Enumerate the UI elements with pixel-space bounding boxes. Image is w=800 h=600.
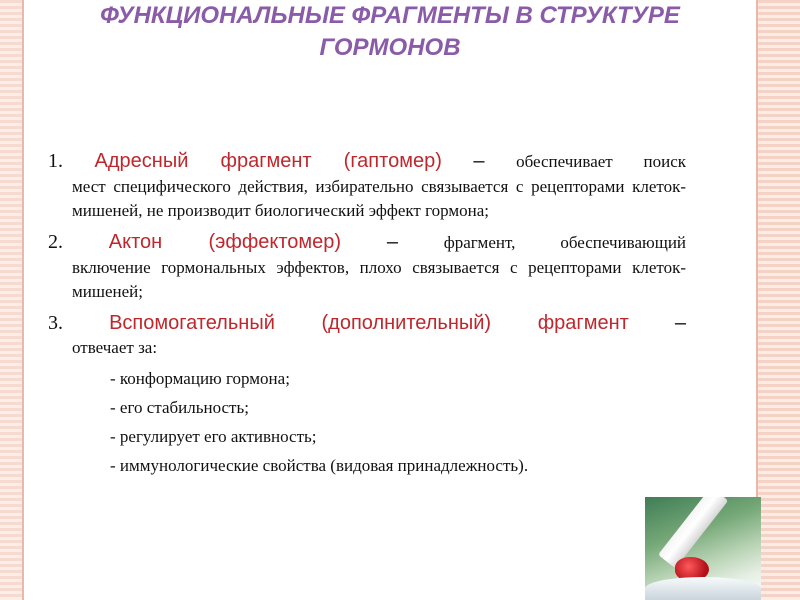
left-border-decoration: [0, 0, 22, 600]
bullet-item: - его стабильность;: [110, 398, 249, 417]
item-dash: –: [386, 231, 398, 253]
item-first-line-rest: обеспечивает поиск: [516, 152, 687, 171]
item-keyword: Адресный фрагмент (гаптомер): [94, 150, 442, 172]
item-number: 1.: [48, 150, 63, 172]
list-item-3: [48, 310, 686, 360]
list-item-1-first-line: [48, 148, 686, 175]
bullet-list: [48, 366, 686, 479]
item-continuation: включение гормональных эффектов, плохо связывается с рецепторами клеток-мишеней;: [72, 258, 686, 301]
slide-content: [48, 148, 686, 482]
right-border-decoration: [758, 0, 800, 600]
list-item-3-first-line: [48, 310, 686, 336]
bullet-item: - регулирует его активность;: [110, 427, 317, 446]
list-item-1: [48, 148, 686, 223]
item-keyword: Вспомогательный (дополнительный) фрагмент: [109, 312, 629, 334]
bullet-item: - конформацию гормона;: [110, 369, 290, 388]
slide-title: ФУНКЦИОНАЛЬНЫЕ ФРАГМЕНТЫ В СТРУКТУРЕ ГОРМОНОВ: [100, 2, 680, 61]
item-continuation: отвечает за:: [72, 338, 158, 357]
item-number: 2.: [48, 231, 63, 253]
item-keyword: Актон (эффектомер): [108, 231, 342, 253]
item-dash: –: [674, 312, 686, 334]
item-first-line-rest: фрагмент, обеспечивающий: [443, 233, 687, 252]
list-item-2-first-line: [48, 229, 686, 256]
bullet-item: - иммунологические свойства (видовая принадлежность).: [110, 456, 529, 475]
item-dash: –: [473, 150, 485, 172]
item-number: 3.: [48, 312, 63, 334]
blood-pipette-photo: [645, 497, 761, 600]
petri-dish-shape: [645, 577, 761, 600]
item-continuation: мест специфического действия, избирательно связывается с рецепторами клеток-мишеней, не производит биологический эффект гормона;: [72, 177, 686, 220]
left-border-line: [22, 0, 24, 600]
list-item-2: [48, 229, 686, 304]
